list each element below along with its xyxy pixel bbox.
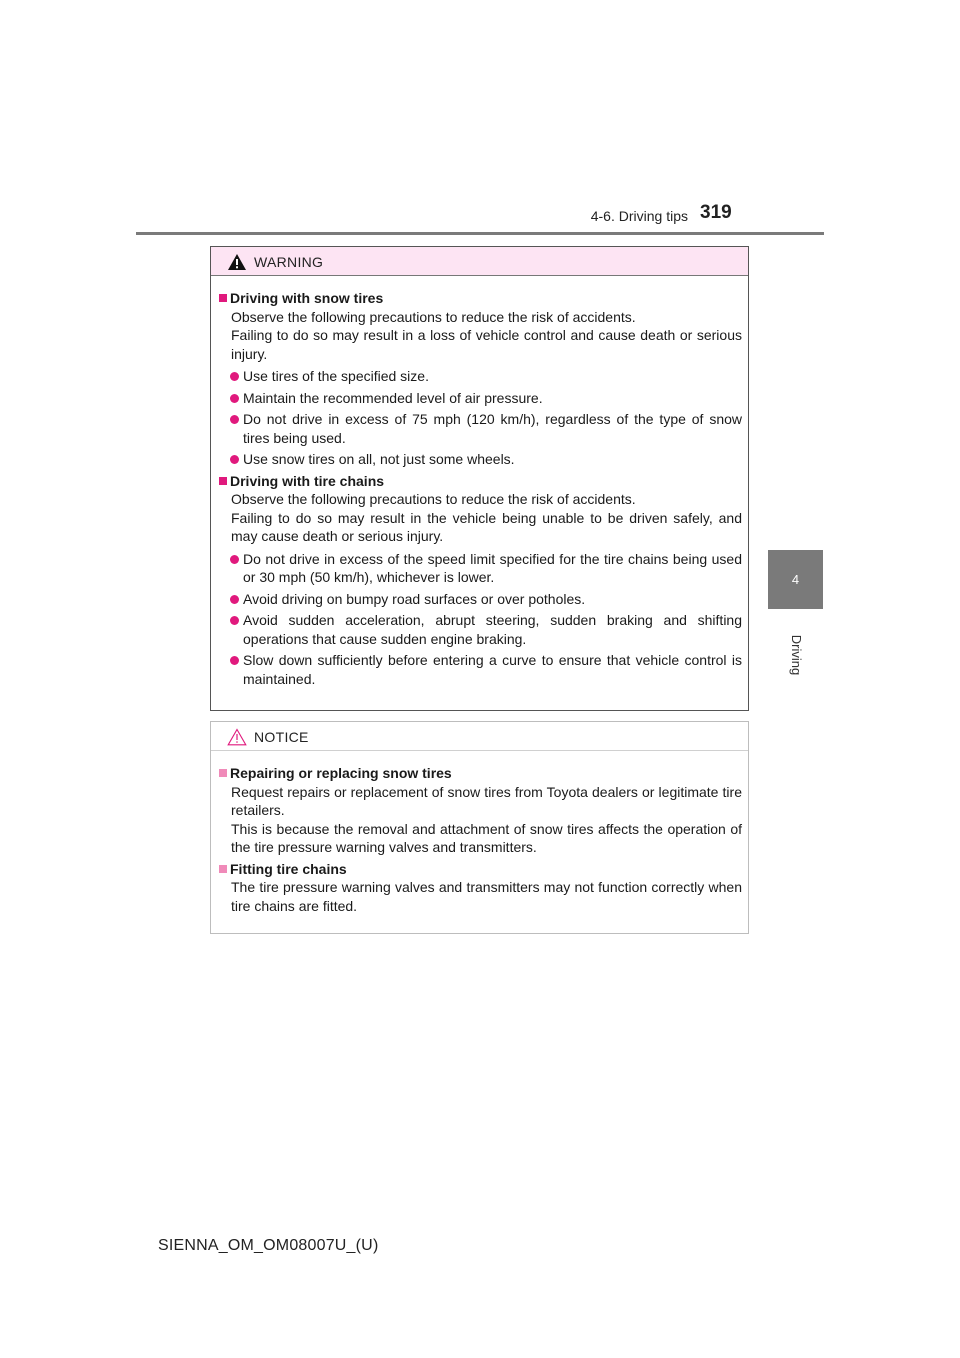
list-item: Do not drive in excess of 75 mph (120 km/h), regardless of the type of snow tires being used. — [219, 410, 742, 447]
document-id: SIENNA_OM_OM08007U_(U) — [158, 1237, 379, 1254]
circle-bullet-icon — [230, 394, 239, 403]
warning-section-snow-tires — [219, 289, 742, 469]
list-item: Use snow tires on all, not just some wheels. — [219, 450, 742, 469]
paragraph: This is because the removal and attachment of snow tires affects the operation of the tire pressure warning valves and transmitters. — [231, 820, 742, 855]
list-item: Do not drive in excess of the speed limit specified for the tire chains being used or 30 mph (50 km/h), whichever is lower. — [219, 550, 742, 587]
square-bullet-icon — [219, 294, 227, 302]
warning-box — [210, 246, 749, 711]
header-section-title: 4-6. Driving tips — [590, 208, 688, 224]
square-bullet-icon — [219, 865, 227, 873]
circle-bullet-icon — [230, 372, 239, 381]
header-rule — [136, 232, 824, 235]
paragraph: The tire pressure warning valves and transmitters may not function correctly when tire chains are fitted. — [231, 879, 742, 914]
caution-triangle-outline-icon — [227, 728, 247, 746]
list-item: Slow down sufficiently before entering a curve to ensure that vehicle control is maintained. — [219, 651, 742, 688]
circle-bullet-icon — [230, 656, 239, 665]
chapter-label: Driving — [789, 634, 804, 676]
paragraph: Observe the following precautions to reduce the risk of accidents. — [231, 308, 636, 325]
paragraph: Failing to do so may result in the vehicle being unable to be driven safely, and may cause death or serious injury. — [231, 509, 742, 544]
notice-section-repairing — [219, 764, 742, 857]
square-bullet-icon — [219, 477, 227, 485]
list-item: Use tires of the specified size. — [219, 367, 742, 386]
warning-heading: WARNING — [254, 254, 324, 270]
warning-section-tire-chains — [219, 472, 742, 689]
circle-bullet-icon — [230, 415, 239, 424]
notice-body — [211, 751, 748, 915]
paragraph: Request repairs or replacement of snow tires from Toyota dealers or legitimate tire retailers. — [231, 783, 742, 818]
page-number: 319 — [700, 202, 732, 223]
notice-header — [211, 722, 748, 751]
paragraph: Observe the following precautions to reduce the risk of accidents. — [231, 491, 636, 507]
paragraph: Failing to do so may result in a loss of vehicle control and cause death or serious injury. — [231, 327, 742, 362]
notice-heading: NOTICE — [254, 729, 309, 745]
warning-triangle-icon — [227, 253, 247, 271]
circle-bullet-icon — [230, 595, 239, 604]
circle-bullet-icon — [230, 616, 239, 625]
list-item: Avoid driving on bumpy road surfaces or over potholes. — [219, 590, 742, 609]
section-title: Repairing or replacing snow tires — [230, 765, 452, 781]
list-item: Maintain the recommended level of air pressure. — [219, 389, 742, 408]
warning-body — [211, 276, 748, 688]
circle-bullet-icon — [230, 455, 239, 464]
notice-section-chains — [219, 860, 742, 916]
square-bullet-icon — [219, 769, 227, 777]
warning-header — [211, 247, 748, 276]
section-title: Driving with tire chains — [230, 472, 385, 489]
list-item: Avoid sudden acceleration, abrupt steering, sudden braking and shifting operations that cause sudden engine braking. — [219, 611, 742, 648]
chapter-number: 4 — [791, 572, 800, 587]
notice-box — [210, 721, 749, 934]
circle-bullet-icon — [230, 555, 239, 564]
chapter-tab[interactable] — [768, 550, 823, 609]
section-title: Fitting tire chains — [230, 860, 347, 877]
section-title: Driving with snow tires — [230, 290, 384, 306]
